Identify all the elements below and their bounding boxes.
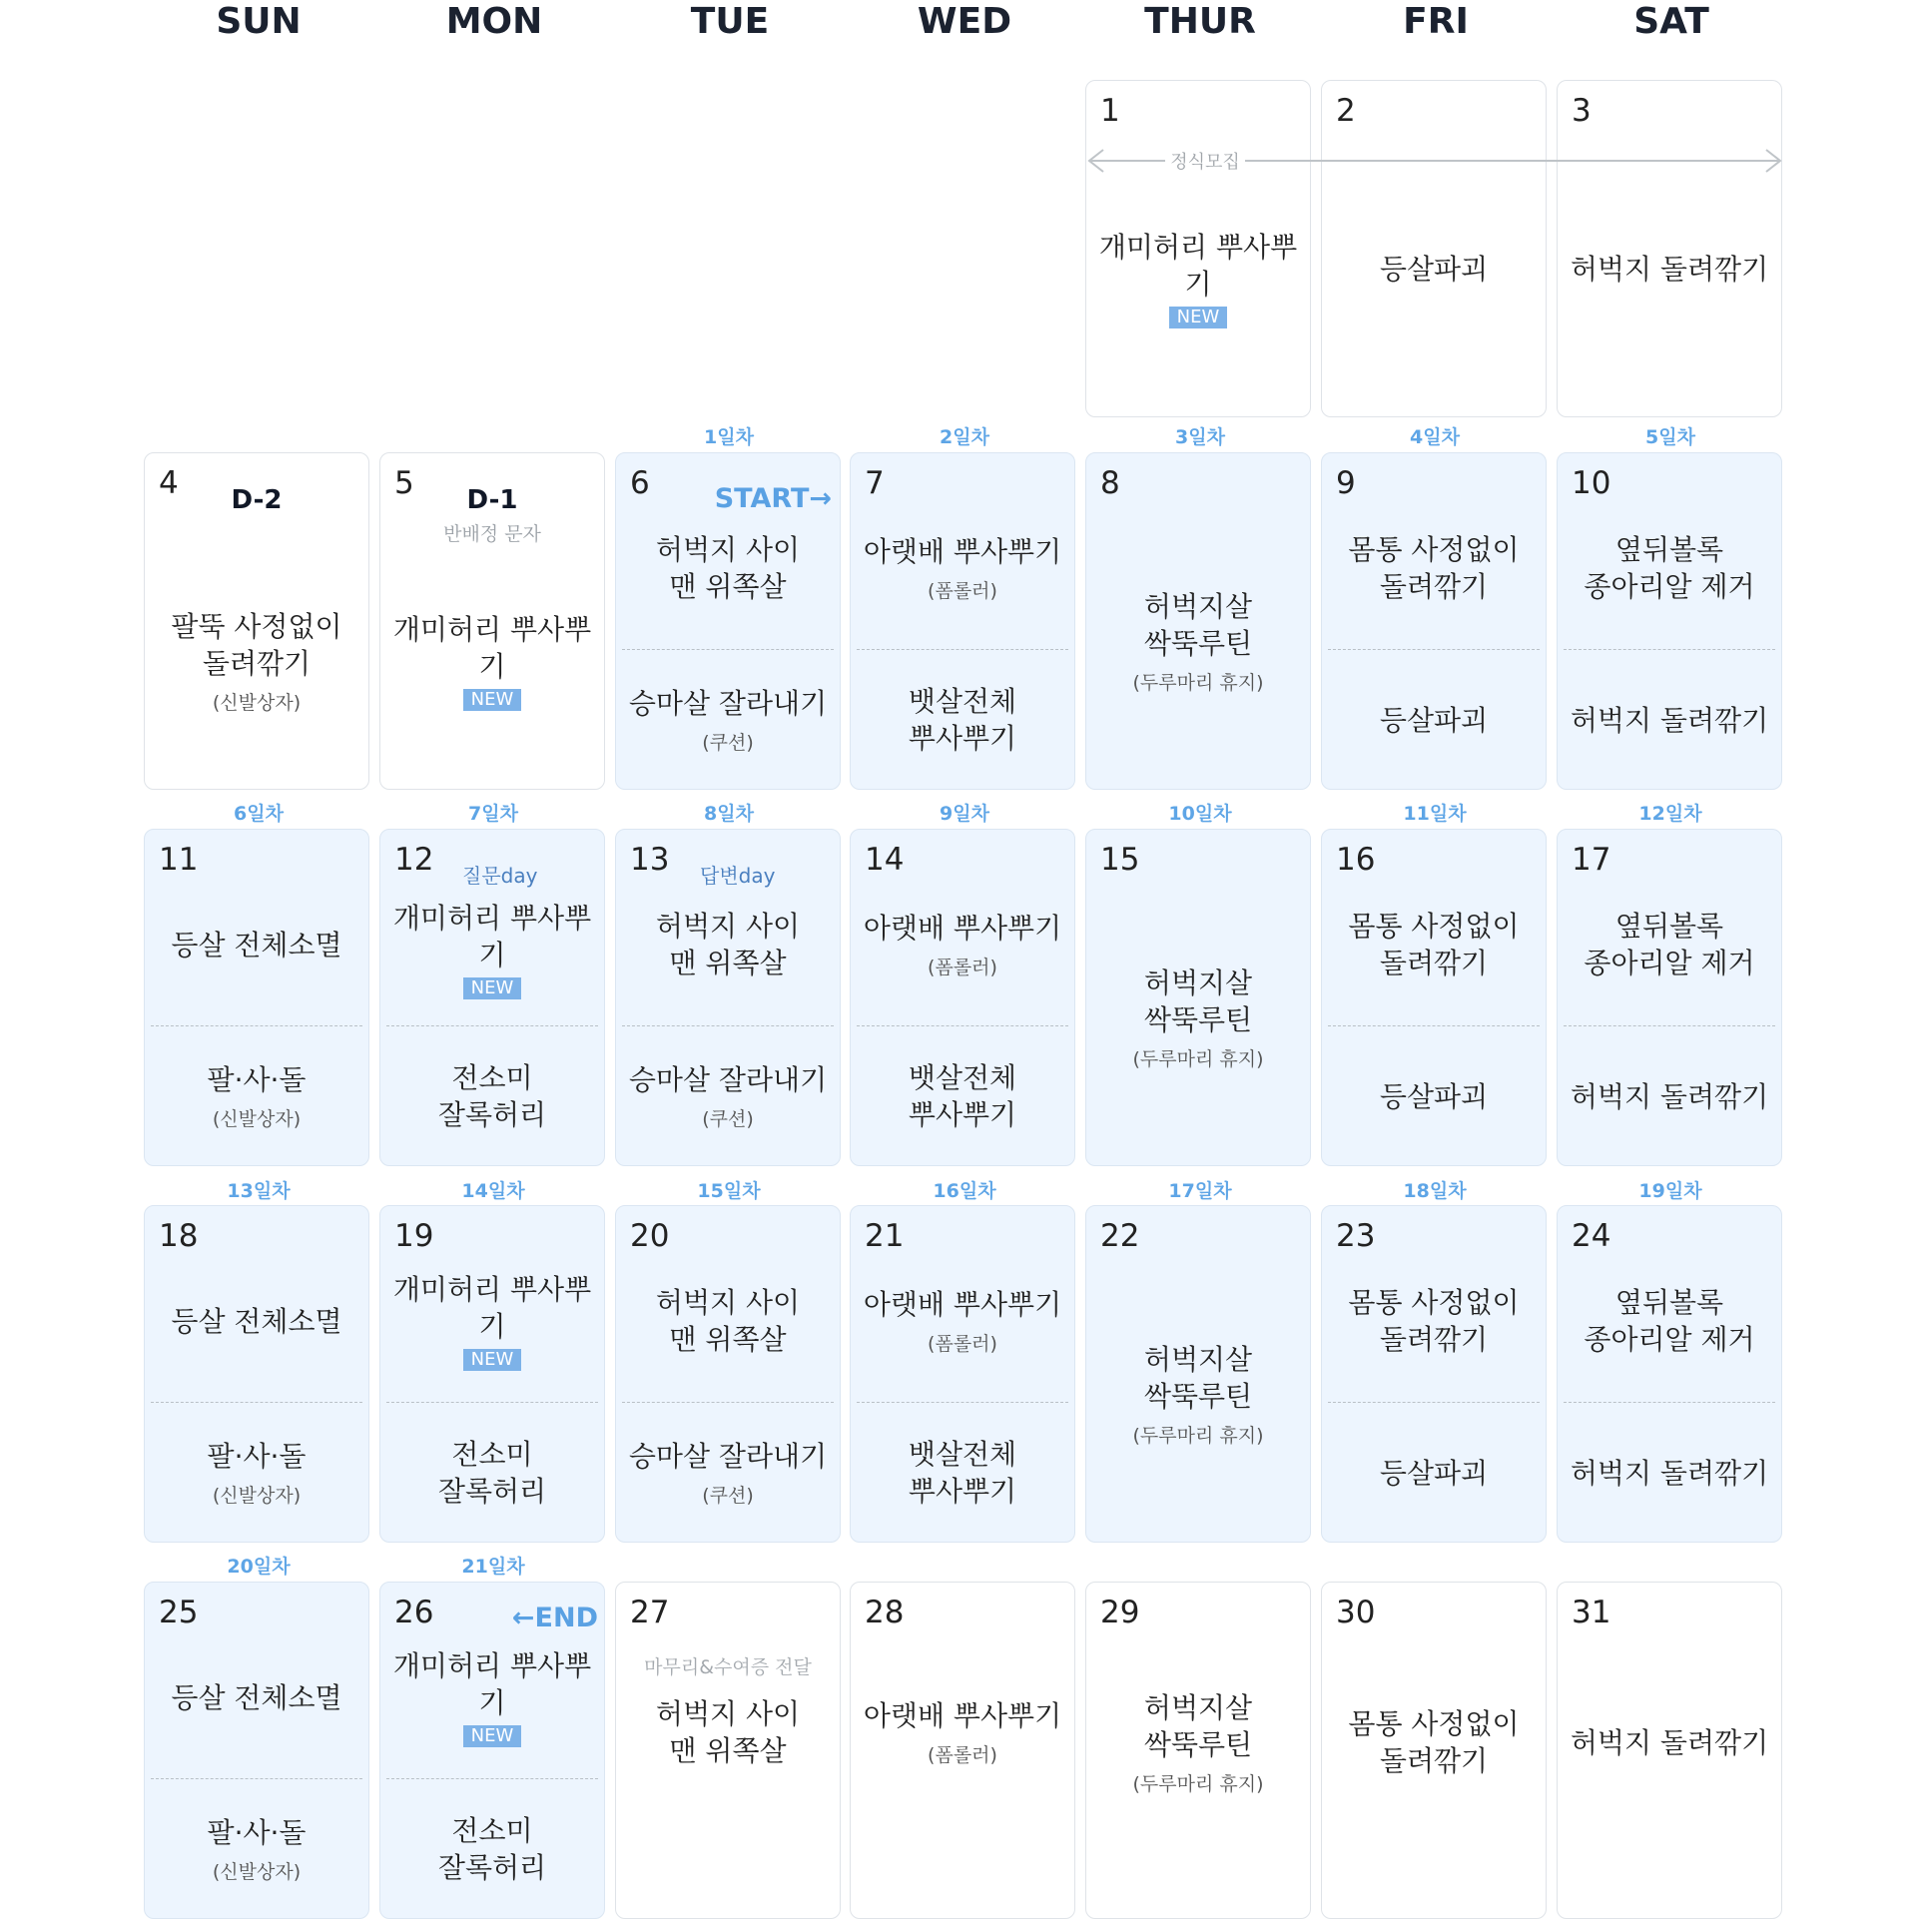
divider — [1328, 649, 1540, 650]
divider — [386, 1025, 598, 1026]
exercise-title: 허벅지 돌려깎기 — [1570, 1079, 1769, 1113]
day-counter: 3일차 — [1175, 426, 1225, 448]
day-number: 14 — [865, 842, 905, 878]
upper-exercise — [1322, 870, 1546, 1019]
day-counter: 7일차 — [468, 803, 518, 825]
upper-exercise — [616, 1246, 840, 1396]
day-cell-22[interactable] — [1085, 1205, 1311, 1543]
day-cell-21[interactable] — [850, 1205, 1075, 1543]
equipment-note: (쿠션) — [702, 732, 754, 754]
equipment-note: (폼롤러) — [928, 580, 997, 602]
lower-exercise — [380, 1027, 604, 1165]
equipment-note: (신발상자) — [212, 1861, 302, 1883]
day-number: 20 — [630, 1218, 670, 1254]
day-content — [1086, 1246, 1310, 1542]
day-counter: 5일차 — [1645, 426, 1695, 448]
day-number: 3 — [1572, 93, 1592, 129]
day-cell-8[interactable] — [1085, 452, 1311, 790]
lower-exercise — [1322, 1027, 1546, 1165]
equipment-note: (폼롤러) — [928, 1744, 997, 1766]
upper-exercise — [1322, 1246, 1546, 1396]
day-cell-29[interactable] — [1085, 1582, 1311, 1919]
equipment-note: (두루마리 휴지) — [1132, 671, 1264, 694]
exercise-title: 허벅지살 싹뚝루틴 — [1143, 1342, 1253, 1413]
exercise-title: 등살파괴 — [1379, 1079, 1489, 1113]
day-counter: 14일차 — [461, 1180, 525, 1202]
day-number: 27 — [630, 1595, 670, 1630]
day-content — [1086, 493, 1310, 789]
day-number: 28 — [865, 1595, 905, 1630]
day-number: 15 — [1100, 842, 1140, 878]
exercise-title: 아랫배 뿌사뿌기 — [863, 912, 1062, 945]
exercise-title: 등살 전체소멸 — [171, 1304, 342, 1338]
day-number: 21 — [865, 1218, 905, 1254]
day-number: 26 — [394, 1595, 434, 1630]
day-counter: 13일차 — [227, 1180, 291, 1202]
lower-exercise — [1558, 1404, 1781, 1542]
upper-exercise — [1322, 493, 1546, 643]
day-number: 22 — [1100, 1218, 1140, 1254]
exercise-title: 허벅지살 싹뚝루틴 — [1143, 966, 1253, 1036]
exercise-title: 허벅지 돌려깎기 — [1570, 703, 1769, 737]
day-counter: 16일차 — [933, 1180, 996, 1202]
start-marker: START→ — [714, 483, 832, 514]
divider — [622, 1025, 834, 1026]
exercise-title: 등살 전체소멸 — [171, 1680, 342, 1714]
lower-exercise — [616, 1027, 840, 1165]
day-content — [1086, 870, 1310, 1165]
day-cell-5[interactable] — [379, 452, 605, 790]
day-cell-3[interactable] — [1557, 80, 1782, 417]
day-counter: 1일차 — [704, 426, 754, 448]
lower-exercise — [145, 1404, 368, 1542]
exercise-title: 개미허리 뿌사뿌기 — [392, 613, 592, 683]
exercise-title: 몸통 사정없이 돌려깎기 — [1348, 1286, 1520, 1356]
day-counter: 4일차 — [1410, 426, 1460, 448]
exercise-title: 팔·사·돌 — [207, 1440, 307, 1473]
divider — [386, 1402, 598, 1403]
weekday-sat: SAT — [1633, 1, 1709, 42]
exercise-title: 옆뒤볼록 종아리알 제거 — [1584, 1286, 1755, 1356]
equipment-note: (두루마리 휴지) — [1132, 1047, 1264, 1070]
divider — [857, 1402, 1068, 1403]
divider — [151, 1402, 362, 1403]
weekday-tue: TUE — [690, 1, 770, 42]
day-number: 13 — [630, 842, 670, 878]
upper-exercise — [851, 493, 1074, 643]
day-number: 17 — [1572, 842, 1611, 878]
exercise-title: 허벅지살 싹뚝루틴 — [1143, 1690, 1253, 1761]
day-cell-18[interactable] — [144, 1205, 369, 1543]
exercise-title: 팔뚝 사정없이 돌려깎기 — [171, 609, 342, 680]
day-number: 8 — [1100, 465, 1120, 501]
exercise-title: 등살파괴 — [1379, 1456, 1489, 1490]
exercise-title: 전소미 잘록허리 — [437, 1061, 547, 1131]
lower-exercise — [1558, 1027, 1781, 1165]
lower-exercise — [851, 1404, 1074, 1542]
exercise-title: 승마살 잘라내기 — [628, 1063, 828, 1096]
weekday-wed: WED — [917, 1, 1012, 42]
lower-exercise — [145, 1780, 368, 1918]
day-content — [380, 533, 604, 789]
day-cell-15[interactable] — [1085, 829, 1311, 1166]
exercise-title: 전소미 잘록허리 — [437, 1438, 547, 1508]
equipment-note: (두루마리 휴지) — [1132, 1772, 1264, 1795]
day-content — [1558, 1672, 1781, 1812]
divider — [1328, 1402, 1540, 1403]
divider — [1328, 1025, 1540, 1026]
day-cell-26[interactable] — [379, 1582, 605, 1919]
lower-exercise — [380, 1780, 604, 1918]
day-counter: 9일차 — [940, 803, 989, 825]
day-content — [1086, 141, 1310, 416]
countdown-badge: D-2 — [231, 485, 283, 515]
day-cell-16[interactable] — [1321, 829, 1547, 1166]
day-cell-31[interactable] — [1557, 1582, 1782, 1919]
day-number: 25 — [159, 1595, 199, 1630]
day-number: 18 — [159, 1218, 199, 1254]
exercise-title: 몸통 사정없이 돌려깎기 — [1348, 533, 1520, 603]
exercise-title: 허벅지 사이 맨 위쪽살 — [655, 1697, 801, 1767]
divider — [386, 1778, 598, 1779]
new-badge: NEW — [463, 977, 522, 999]
day-number: 9 — [1336, 465, 1356, 501]
day-number: 4 — [159, 465, 179, 501]
day-counter: 17일차 — [1168, 1180, 1232, 1202]
day-cell-2[interactable] — [1321, 80, 1547, 417]
exercise-title: 등살 전체소멸 — [171, 928, 342, 962]
exercise-title: 허벅지 돌려깎기 — [1570, 1456, 1769, 1490]
weekday-sun: SUN — [216, 1, 302, 42]
upper-exercise — [851, 870, 1074, 1019]
lower-exercise — [1558, 651, 1781, 789]
day-cell-13[interactable] — [615, 829, 841, 1166]
countdown-badge: D-1 — [466, 485, 518, 515]
day-cell-14[interactable] — [850, 829, 1075, 1166]
divider — [857, 1025, 1068, 1026]
day-number: 31 — [1572, 1595, 1611, 1630]
day-counter: 8일차 — [704, 803, 754, 825]
equipment-note: (폼롤러) — [928, 1333, 997, 1355]
lower-exercise — [616, 651, 840, 789]
recruit-label: 정식모집 — [1170, 152, 1240, 173]
exercise-title: 허벅지 사이 맨 위쪽살 — [655, 533, 801, 603]
exercise-title: 팔·사·돌 — [207, 1063, 307, 1096]
day-cell-6[interactable] — [615, 452, 841, 790]
upper-exercise — [380, 880, 604, 1019]
answer-day-tag: 답변day — [700, 864, 776, 888]
lower-exercise — [851, 651, 1074, 789]
upper-exercise — [851, 1246, 1074, 1396]
day-counter: 6일차 — [234, 803, 284, 825]
day-counter: 21일차 — [461, 1556, 525, 1578]
exercise-title: 아랫배 뿌사뿌기 — [863, 535, 1062, 568]
divider — [151, 1778, 362, 1779]
exercise-title: 등살파괴 — [1379, 252, 1489, 286]
lower-exercise — [1322, 1404, 1546, 1542]
equipment-note: (쿠션) — [702, 1108, 754, 1130]
day-cell-30[interactable] — [1321, 1582, 1547, 1919]
question-day-tag: 질문day — [462, 864, 538, 888]
exercise-title: 개미허리 뿌사뿌기 — [392, 902, 592, 971]
equipment-note: (신발상자) — [212, 1108, 302, 1130]
day-number: 5 — [394, 465, 414, 501]
upper-exercise — [1558, 870, 1781, 1019]
day-cell-24[interactable] — [1557, 1205, 1782, 1543]
day-counter: 20일차 — [227, 1556, 291, 1578]
exercise-title: 몸통 사정없이 돌려깎기 — [1348, 910, 1520, 979]
day-counter: 12일차 — [1638, 803, 1702, 825]
day-number: 11 — [159, 842, 199, 878]
day-number: 6 — [630, 465, 650, 501]
day-cell-4[interactable] — [144, 452, 369, 790]
day-number: 30 — [1336, 1595, 1376, 1630]
exercise-title: 승마살 잘라내기 — [628, 1440, 828, 1473]
exercise-title: 허벅지 사이 맨 위쪽살 — [655, 1286, 801, 1356]
day-number: 29 — [1100, 1595, 1140, 1630]
day-counter: 18일차 — [1403, 1180, 1467, 1202]
day-cell-7[interactable] — [850, 452, 1075, 790]
end-marker: ←END — [511, 1603, 598, 1633]
exercise-title: 허벅지 사이 맨 위쪽살 — [655, 910, 801, 979]
exercise-title: 등살파괴 — [1379, 703, 1489, 737]
new-badge: NEW — [463, 1725, 522, 1747]
weekday-fri: FRI — [1403, 1, 1469, 42]
day-cell-25[interactable] — [144, 1582, 369, 1919]
upper-exercise — [1558, 493, 1781, 643]
divider — [857, 649, 1068, 650]
day-cell-20[interactable] — [615, 1205, 841, 1543]
exercise-title: 개미허리 뿌사뿌기 — [1098, 231, 1298, 301]
day-counter: 19일차 — [1638, 1180, 1702, 1202]
day-content — [1086, 1662, 1310, 1822]
day-content — [851, 1672, 1074, 1792]
day-number: 10 — [1572, 465, 1611, 501]
upper-exercise — [145, 870, 368, 1019]
day-cell-28[interactable] — [850, 1582, 1075, 1919]
upper-exercise — [616, 870, 840, 1019]
upper-exercise — [145, 1246, 368, 1396]
lower-exercise — [380, 1404, 604, 1542]
day-counter: 11일차 — [1403, 803, 1467, 825]
day-content — [145, 533, 368, 789]
exercise-title: 팔·사·돌 — [207, 1816, 307, 1849]
divider — [1564, 1402, 1775, 1403]
exercise-title: 허벅지 돌려깎기 — [1570, 252, 1769, 286]
day-cell-9[interactable] — [1321, 452, 1547, 790]
exercise-title: 개미허리 뿌사뿌기 — [392, 1649, 592, 1719]
divider — [622, 1402, 834, 1403]
exercise-title: 뱃살전체 뿌사뿌기 — [908, 1061, 1017, 1131]
new-badge: NEW — [463, 689, 522, 711]
day-number: 2 — [1336, 93, 1356, 129]
closing-ceremony-tag: 마무리&수여증 전달 — [644, 1656, 812, 1678]
exercise-title: 아랫배 뿌사뿌기 — [863, 1699, 1062, 1732]
upper-exercise — [1558, 1246, 1781, 1396]
exercise-title: 승마살 잘라내기 — [628, 687, 828, 720]
equipment-note: (신발상자) — [212, 691, 302, 714]
day-cell-19[interactable] — [379, 1205, 605, 1543]
day-number: 1 — [1100, 93, 1120, 129]
exercise-title: 뱃살전체 뿌사뿌기 — [908, 1438, 1017, 1508]
lower-exercise — [145, 1027, 368, 1165]
exercise-title: 몸통 사정없이 돌려깎기 — [1348, 1707, 1520, 1777]
equipment-note: (폼롤러) — [928, 957, 997, 978]
day-content — [1322, 1672, 1546, 1812]
day-cell-12[interactable] — [379, 829, 605, 1166]
day-number: 23 — [1336, 1218, 1376, 1254]
day-cell-23[interactable] — [1321, 1205, 1547, 1543]
upper-exercise — [380, 1622, 604, 1772]
divider — [1564, 1025, 1775, 1026]
day-cell-1[interactable] — [1085, 80, 1311, 417]
weekday-thur: THUR — [1144, 1, 1256, 42]
day-content — [616, 1672, 840, 1792]
day-number: 24 — [1572, 1218, 1611, 1254]
day-cell-17[interactable] — [1557, 829, 1782, 1166]
recruit-period-arrow — [1085, 146, 1784, 176]
exercise-title: 허벅지살 싹뚝루틴 — [1143, 589, 1253, 660]
equipment-note: (두루마리 휴지) — [1132, 1424, 1264, 1447]
day-number: 19 — [394, 1218, 434, 1254]
day-number: 12 — [394, 842, 434, 878]
divider — [1564, 649, 1775, 650]
divider — [622, 649, 834, 650]
new-badge: NEW — [463, 1349, 522, 1371]
exercise-title: 옆뒤볼록 종아리알 제거 — [1584, 533, 1755, 603]
day-cell-11[interactable] — [144, 829, 369, 1166]
exercise-title: 아랫배 뿌사뿌기 — [863, 1288, 1062, 1321]
upper-exercise — [380, 1246, 604, 1396]
exercise-title: 개미허리 뿌사뿌기 — [392, 1273, 592, 1343]
equipment-note: (신발상자) — [212, 1485, 302, 1507]
exercise-title: 뱃살전체 뿌사뿌기 — [908, 685, 1017, 755]
exercise-title: 옆뒤볼록 종아리알 제거 — [1584, 910, 1755, 979]
upper-exercise — [616, 493, 840, 643]
day-counter: 10일차 — [1168, 803, 1232, 825]
divider — [151, 1025, 362, 1026]
lower-exercise — [1322, 651, 1546, 789]
day-number: 16 — [1336, 842, 1376, 878]
notice-label: 반배정 문자 — [443, 523, 541, 545]
new-badge: NEW — [1169, 307, 1228, 328]
equipment-note: (쿠션) — [702, 1485, 754, 1507]
lower-exercise — [616, 1404, 840, 1542]
day-counter: 2일차 — [940, 426, 989, 448]
weekday-mon: MON — [445, 1, 543, 42]
lower-exercise — [851, 1027, 1074, 1165]
day-cell-10[interactable] — [1557, 452, 1782, 790]
exercise-title: 허벅지 돌려깎기 — [1570, 1725, 1769, 1759]
day-number: 7 — [865, 465, 885, 501]
exercise-title: 전소미 잘록허리 — [437, 1814, 547, 1884]
upper-exercise — [145, 1622, 368, 1772]
day-cell-27[interactable] — [615, 1582, 841, 1919]
day-counter: 15일차 — [697, 1180, 761, 1202]
